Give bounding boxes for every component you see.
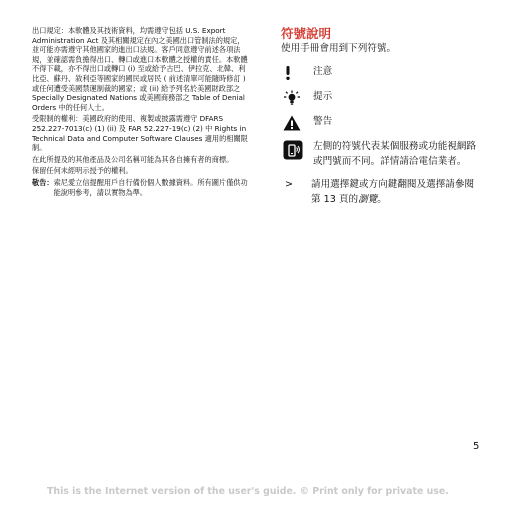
caution-text: 索尼愛立信提醒用戶自行備份個人數據資料。所有圖片僅供功能說明參考，請以實物為準。 bbox=[53, 177, 248, 197]
symbol-row-tip bbox=[281, 90, 477, 106]
page-number: 5 bbox=[473, 441, 480, 452]
warning-triangle-icon bbox=[283, 115, 305, 131]
arrow-description bbox=[311, 178, 477, 207]
symbol-row-note bbox=[281, 65, 477, 81]
symbol-label: 提示 bbox=[313, 91, 333, 102]
symbol-row-arrow bbox=[281, 178, 477, 207]
browse-link-text: 瀏覽 bbox=[358, 193, 378, 205]
symbol-row-operator bbox=[281, 140, 477, 169]
rights-reserved-paragraph: 保留任何未經明示授予的權利。 bbox=[32, 166, 133, 176]
symbol-label: 左側的符號代表某個服務或功能視網路或門號而不同。詳情請洽電信業者。 bbox=[313, 141, 477, 167]
caution-label: 敬告： bbox=[32, 177, 54, 187]
exclamation-icon bbox=[283, 65, 305, 81]
arrow-text-end: 。 bbox=[377, 193, 387, 205]
symbol-legend bbox=[281, 26, 477, 216]
lightbulb-icon bbox=[283, 90, 305, 106]
section-intro: 使用手冊會用到下列符號。 bbox=[281, 43, 397, 54]
export-paragraph: 出口規定：本軟體及其技術資料，均需遵守包括 U.S. Export Administration Act 及其相關規定在內之美國出口管制法的規定，並可能亦需遵守其他國家的進出口法規。客戶同意遵守前述各項法規，並確認需負擔得出口、轉口或進口本軟體之授權的責任。本軟體不得下載，亦不得出口或轉口 (i) 至或給予古巴、伊拉克、北韓、利比亞、蘇丹、敘利亞等國家的國民或居民 ( 前述清單可能隨時修訂 ) 或任何遭受美國禁運制裁的國家；或 (ii) 給予列名於美國財政部之 Specially Designated Nations 或美國商務部之 Table of Denial Orders 中的任何人士。 bbox=[32, 26, 248, 112]
section-title: 符號說明 bbox=[281, 26, 332, 41]
restricted-rights-paragraph: 受限制的權利：美國政府的使用、複製或披露需遵守 DFARS 252.227-7013(c) (1) (ii) 及 FAR 52.227-19(c) (2) 中 Rights in Technical Data and Computer Software Clauses 適用的相關限制。 bbox=[32, 114, 248, 153]
symbol-label: 警告 bbox=[313, 116, 333, 127]
operator-service-icon bbox=[283, 140, 305, 160]
footer-disclaimer: This is the Internet version of the user's guide. © Print only for private use. bbox=[47, 486, 449, 497]
legal-notice bbox=[32, 26, 248, 197]
caution-note bbox=[32, 178, 248, 197]
arrow-symbol: > bbox=[285, 179, 294, 190]
trademarks-paragraph: 在此所提及的其他產品及公司名稱可能為其各自擁有者的商標。 bbox=[32, 154, 234, 164]
symbol-label: 注意 bbox=[313, 66, 333, 77]
symbol-row-warning bbox=[281, 115, 477, 131]
arrow-text: 請用選擇鍵或方向鍵翻閱及選擇請參閱第 13 頁的 bbox=[311, 179, 475, 205]
